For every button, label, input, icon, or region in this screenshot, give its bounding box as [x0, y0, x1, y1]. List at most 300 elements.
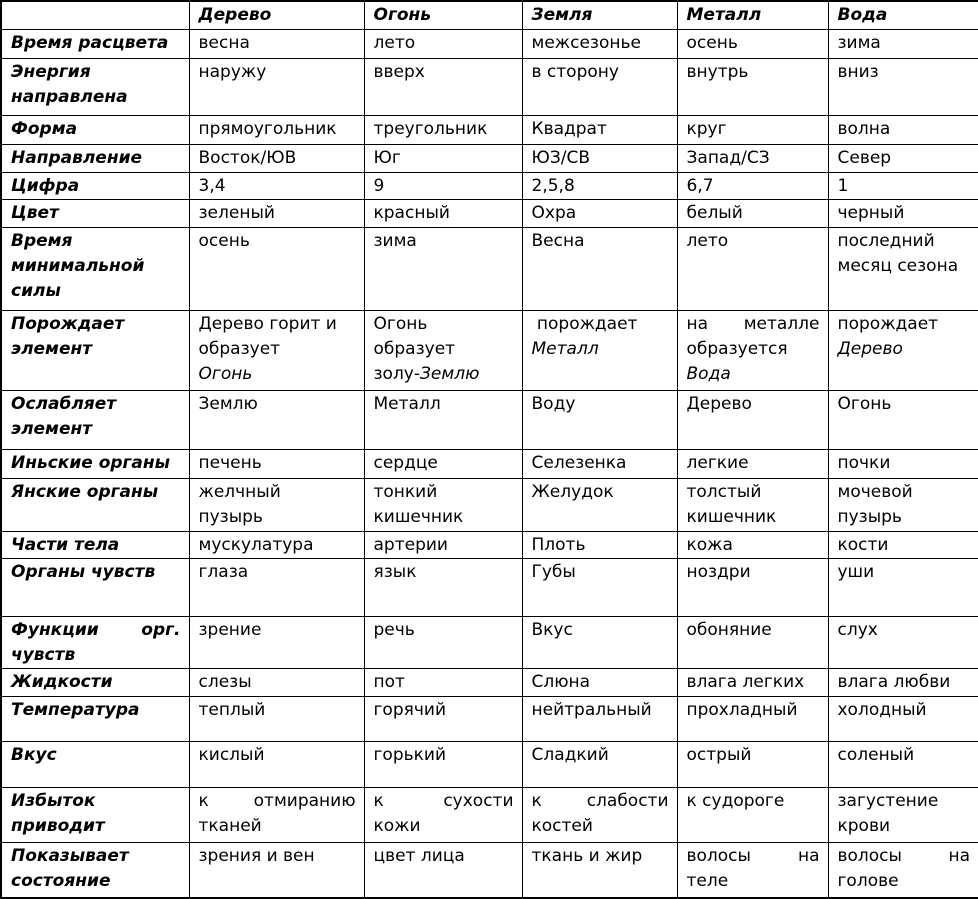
word: слабости: [586, 790, 669, 811]
table-cell: [189, 558, 364, 616]
cell-line: Желудок: [531, 481, 614, 502]
row-label: [1, 842, 189, 898]
word: к: [373, 790, 384, 811]
table-cell: [364, 115, 522, 144]
cell-line: нейтральный: [531, 699, 652, 720]
table-row: [1, 310, 978, 390]
cell-line: приводит: [11, 815, 105, 836]
cell-line: глаза: [198, 561, 249, 582]
cell-line: Янские органы: [11, 481, 159, 502]
cell-line: Металл: [373, 393, 441, 414]
column-header: [677, 1, 828, 29]
cell-line: Плоть: [531, 534, 586, 555]
word: на: [948, 845, 970, 866]
table-row: [1, 449, 978, 478]
cell-line: Время расцвета: [11, 32, 169, 53]
cell-line: красный: [373, 202, 450, 223]
table-cell: [189, 172, 364, 199]
table-cell: [677, 199, 828, 227]
cell-line: элемент: [11, 418, 93, 439]
row-label: [1, 390, 189, 449]
table-cell: [522, 531, 677, 558]
cell-line: Огонь: [198, 363, 253, 384]
cell-line: Вода: [837, 5, 888, 25]
table-body: [1, 29, 978, 898]
table-cell: [677, 390, 828, 449]
cell-line: направлена: [11, 86, 128, 107]
table-cell: [677, 668, 828, 696]
cell-line: минимальной: [11, 255, 145, 276]
table-cell: [677, 787, 828, 842]
table-cell: [677, 58, 828, 115]
table-row: [1, 668, 978, 696]
cell-line: слух: [837, 619, 878, 640]
word: на: [797, 845, 820, 866]
cell-line: Земля: [531, 5, 593, 25]
cell-line: [687, 312, 820, 337]
cell-line: пот: [373, 671, 405, 692]
cell-line: 6,7: [686, 175, 714, 196]
cell-line: Органы чувств: [11, 561, 156, 582]
cell-line: чувств: [11, 644, 76, 665]
cell-line: пузырь: [198, 506, 263, 527]
row-label: [1, 199, 189, 227]
table-cell: [677, 29, 828, 58]
cell-line: цвет лица: [373, 845, 465, 866]
cell-line: мускулатура: [198, 534, 314, 555]
table-cell: [189, 787, 364, 842]
table-cell: [522, 449, 677, 478]
table-row: [1, 390, 978, 449]
cell-line: кишечник: [373, 506, 464, 527]
table-cell: [522, 115, 677, 144]
row-label: [1, 558, 189, 616]
table-cell: [828, 449, 978, 478]
cell-line: 1: [837, 175, 849, 196]
cell-line: силы: [11, 280, 61, 301]
cell-line: наружу: [198, 61, 267, 82]
table-cell: [828, 310, 978, 390]
cell-line: желчный: [198, 481, 281, 502]
cell-line: почки: [837, 452, 891, 473]
table-cell: [189, 696, 364, 741]
table-cell: [522, 144, 677, 172]
row-label: [1, 696, 189, 741]
table-cell: [522, 558, 677, 616]
cell-line: Температура: [11, 699, 140, 720]
cell-line: Избыток: [11, 790, 96, 811]
table-cell: [828, 29, 978, 58]
row-label: [1, 227, 189, 310]
cell-line: ноздри: [686, 561, 751, 582]
row-label: [1, 115, 189, 144]
table-cell: [522, 172, 677, 199]
cell-line: речь: [373, 619, 415, 640]
column-header: [189, 1, 364, 29]
table-cell: [364, 668, 522, 696]
table-cell: [828, 531, 978, 558]
cell-line: влага любви: [837, 671, 951, 692]
cell-line: кислый: [198, 744, 265, 765]
row-label: [1, 478, 189, 531]
table-cell: [189, 842, 364, 898]
cell-line: Селезенка: [531, 452, 627, 473]
cell-line: в сторону: [531, 61, 619, 82]
cell-line: Квадрат: [531, 118, 607, 139]
word: Функции: [11, 619, 99, 640]
cell-line: [838, 844, 971, 869]
cell-line: [687, 844, 820, 869]
cell-line: горький: [373, 744, 447, 765]
table-cell: [677, 531, 828, 558]
cell-line: зеленый: [198, 202, 275, 223]
table-cell: [189, 115, 364, 144]
table-cell: [189, 741, 364, 787]
word: волосы: [837, 845, 902, 866]
cell-line: 2,5,8: [531, 175, 575, 196]
table-cell: [364, 741, 522, 787]
column-header: [828, 1, 978, 29]
table-row: [1, 227, 978, 310]
table-row: [1, 531, 978, 558]
table-row: [1, 842, 978, 898]
table-cell: [364, 449, 522, 478]
cell-line: Металл: [531, 338, 599, 359]
cell-line: вверх: [373, 61, 425, 82]
cell-line: Слюна: [531, 671, 591, 692]
table-cell: [522, 787, 677, 842]
cell-line: 9: [373, 175, 385, 196]
table-cell: [828, 478, 978, 531]
cell-line: прямоугольник: [198, 118, 337, 139]
cell-line: к судороге: [686, 790, 785, 811]
table-cell: [364, 558, 522, 616]
cell-line: Цифра: [11, 175, 80, 196]
cell-line: [374, 789, 514, 814]
row-label: [1, 310, 189, 390]
row-label: [1, 58, 189, 115]
table-cell: [189, 199, 364, 227]
cell-line: треугольник: [373, 118, 488, 139]
table-cell: [364, 172, 522, 199]
cell-line: порождает: [531, 313, 638, 334]
cell-line: Порождает: [11, 313, 125, 334]
cell-line: осень: [198, 230, 250, 251]
table-cell: [828, 741, 978, 787]
table-cell: [828, 172, 978, 199]
cell-line: ЮЗ/СВ: [531, 147, 591, 168]
column-header: [364, 1, 522, 29]
table-cell: [189, 449, 364, 478]
cell-line: зрения и вен: [198, 845, 315, 866]
cell-line: теле: [686, 870, 729, 891]
table-row: [1, 144, 978, 172]
table-row: [1, 741, 978, 787]
table-cell: [189, 227, 364, 310]
cell-line: последний: [837, 230, 935, 251]
cell-line: слезы: [198, 671, 252, 692]
word: орг.: [141, 619, 181, 640]
table-row: [1, 172, 978, 199]
table-cell: [677, 696, 828, 741]
cell-line: лето: [686, 230, 729, 251]
table-cell: [364, 531, 522, 558]
table-cell: [677, 227, 828, 310]
cell-line: 3,4: [198, 175, 226, 196]
table-cell: [364, 199, 522, 227]
cell-line: Дерево горит и: [198, 313, 337, 334]
cell-line: Части тела: [11, 534, 120, 555]
cell-line: Металл: [686, 5, 762, 25]
table-cell: [364, 842, 522, 898]
cell-line: крови: [837, 815, 891, 836]
table-cell: [828, 144, 978, 172]
cell-line: язык: [373, 561, 417, 582]
cell-line: мочевой: [837, 481, 913, 502]
cell-line: Юг: [373, 147, 401, 168]
table-cell: [677, 172, 828, 199]
table-cell: [828, 668, 978, 696]
cell-line: [532, 789, 669, 814]
cell-line: круг: [686, 118, 727, 139]
cell-line: Весна: [531, 230, 585, 251]
table-cell: [522, 29, 677, 58]
table-row: [1, 29, 978, 58]
table-cell: [364, 478, 522, 531]
cell-line: артерии: [373, 534, 448, 555]
cell-line: горячий: [373, 699, 446, 720]
cell-line: зима: [373, 230, 417, 251]
table-cell: [828, 115, 978, 144]
table-cell: [189, 29, 364, 58]
cell-line: Показывает: [11, 845, 129, 866]
cell-line: костей: [531, 815, 593, 836]
cell-line: печень: [198, 452, 262, 473]
table-cell: [189, 616, 364, 668]
cell-line: образует: [373, 338, 456, 359]
table-cell: [828, 616, 978, 668]
row-label: [1, 29, 189, 58]
cell-line: кожа: [686, 534, 733, 555]
cell-line: острый: [686, 744, 752, 765]
cell-line: Время: [11, 230, 73, 251]
cell-line: Дерево: [837, 338, 903, 359]
table-cell: [677, 310, 828, 390]
cell-line: Форма: [11, 118, 78, 139]
column-header: [522, 1, 677, 29]
cell-line: Ослабляет: [11, 393, 117, 414]
table-cell: [522, 668, 677, 696]
word: сухости: [443, 790, 514, 811]
row-label: [1, 787, 189, 842]
table-cell: [522, 199, 677, 227]
cell-line: пузырь: [837, 506, 902, 527]
cell-line: Иньские органы: [11, 452, 171, 473]
word: металле: [743, 313, 820, 334]
cell-line: состояние: [11, 870, 111, 891]
cell-line: черный: [837, 202, 905, 223]
row-label: [1, 172, 189, 199]
table-cell: [189, 390, 364, 449]
cell-line: Жидкости: [11, 671, 113, 692]
table-row: [1, 616, 978, 668]
cell-line: тонкий: [373, 481, 438, 502]
cell-line: обоняние: [686, 619, 772, 640]
word: к: [531, 790, 542, 811]
cell-line: кости: [837, 534, 889, 555]
cell-line: сердце: [373, 452, 438, 473]
table-cell: [677, 115, 828, 144]
table-cell: [677, 449, 828, 478]
cell-line: влага легких: [686, 671, 805, 692]
cell-line: Дерево: [686, 393, 752, 414]
table-cell: [522, 842, 677, 898]
cell-line: образует: [198, 338, 281, 359]
cell-line: весна: [198, 32, 250, 53]
cell-line: месяц сезона: [837, 255, 959, 276]
cell-line: тканей: [198, 815, 262, 836]
row-label: [1, 449, 189, 478]
table-cell: [189, 531, 364, 558]
table-cell: [677, 144, 828, 172]
cell-line: Воду: [531, 393, 576, 414]
row-label: [1, 741, 189, 787]
table-cell: [522, 616, 677, 668]
cell-line: Охра: [531, 202, 577, 223]
row-label: [1, 144, 189, 172]
table-cell: [677, 741, 828, 787]
cell-line: теплый: [198, 699, 266, 720]
table-row: [1, 199, 978, 227]
table-cell: [677, 616, 828, 668]
table-cell: [677, 842, 828, 898]
cell-line: уши: [837, 561, 875, 582]
cell-line: ткань и жир: [531, 845, 643, 866]
cell-line: кишечник: [686, 506, 777, 527]
table-cell: [828, 227, 978, 310]
cell-line: голове: [837, 870, 899, 891]
cell-line: соленый: [837, 744, 915, 765]
cell-line: межсезонье: [531, 32, 641, 53]
table-row: [1, 58, 978, 115]
table-cell: [677, 558, 828, 616]
cell-line: Вода: [686, 363, 731, 384]
cell-line: холодный: [837, 699, 927, 720]
table-cell: [828, 58, 978, 115]
table-cell: [828, 390, 978, 449]
cell-line: [11, 618, 181, 643]
table-cell: [364, 696, 522, 741]
cell-line: толстый: [686, 481, 762, 502]
cell-line: Огонь: [373, 5, 432, 25]
table-cell: [522, 227, 677, 310]
cell-line: Цвет: [11, 202, 59, 223]
cell-line: Запад/СЗ: [686, 147, 770, 168]
cell-line: загустение: [837, 790, 939, 811]
cell-line: [11, 3, 181, 28]
cell-line: лето: [373, 32, 416, 53]
cell-line: Вкус: [11, 744, 57, 765]
cell-line: Север: [837, 147, 892, 168]
cell-line: белый: [686, 202, 743, 223]
table-cell: [189, 310, 364, 390]
table-row: [1, 115, 978, 144]
row-label: [1, 616, 189, 668]
cell-line: зрение: [198, 619, 262, 640]
table-cell: [828, 842, 978, 898]
table-cell: [189, 58, 364, 115]
table-cell: [828, 558, 978, 616]
table-row: [1, 558, 978, 616]
cell-line: Губы: [531, 561, 576, 582]
table-cell: [522, 478, 677, 531]
table-cell: [677, 478, 828, 531]
cell-line: порождает: [837, 313, 939, 334]
table-cell: [522, 741, 677, 787]
cell-line: элемент: [11, 338, 93, 359]
cell-line: вниз: [837, 61, 879, 82]
table-cell: [364, 310, 522, 390]
table-cell: [364, 227, 522, 310]
cell-line: осень: [686, 32, 738, 53]
cell-line: волна: [837, 118, 891, 139]
table-cell: [189, 668, 364, 696]
table-cell: [522, 696, 677, 741]
word: отмиранию: [253, 790, 356, 811]
header-row: [1, 1, 978, 29]
cell-line: Землю: [198, 393, 258, 414]
table-cell: [364, 29, 522, 58]
cell-line: Огонь: [373, 313, 428, 334]
cell-line: Дерево: [198, 5, 272, 25]
cell-line: золу-Землю: [373, 363, 480, 384]
cell-line: прохладный: [686, 699, 798, 720]
cell-line: внутрь: [686, 61, 749, 82]
table-cell: [522, 310, 677, 390]
cell-line: образуется: [686, 338, 788, 359]
cell-line: легкие: [686, 452, 749, 473]
table-cell: [364, 787, 522, 842]
cell-line: Огонь: [837, 393, 892, 414]
word: волосы: [686, 845, 751, 866]
row-label: [1, 531, 189, 558]
corner-cell: [1, 1, 189, 29]
table-cell: [189, 478, 364, 531]
table-cell: [364, 58, 522, 115]
row-label: [1, 668, 189, 696]
cell-line: [199, 789, 356, 814]
word: к: [198, 790, 209, 811]
table-cell: [364, 144, 522, 172]
cell-line: Направление: [11, 147, 143, 168]
cell-line: Вкус: [531, 619, 573, 640]
table-row: [1, 478, 978, 531]
cell-line: зима: [837, 32, 881, 53]
table-cell: [828, 199, 978, 227]
cell-line: кожи: [373, 815, 421, 836]
cell-line: Энергия: [11, 61, 91, 82]
cell-line: Сладкий: [531, 744, 609, 765]
table-cell: [189, 144, 364, 172]
table-cell: [522, 58, 677, 115]
table-cell: [828, 787, 978, 842]
word: на: [686, 313, 709, 334]
cell-line: Восток/ЮВ: [198, 147, 297, 168]
table-cell: [828, 696, 978, 741]
table-cell: [364, 616, 522, 668]
table-row: [1, 696, 978, 741]
table-cell: [364, 390, 522, 449]
